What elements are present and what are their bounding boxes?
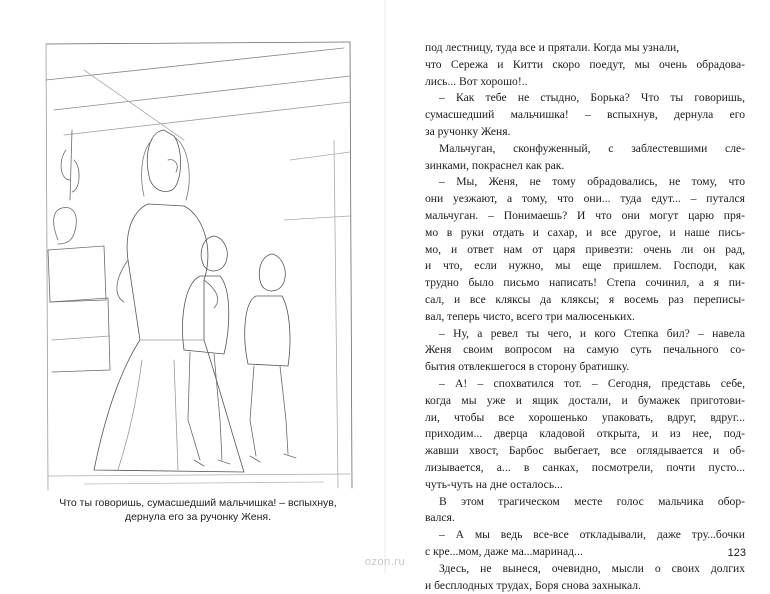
- caption-line: дернула его за ручонку Женя.: [30, 510, 366, 524]
- page-number: 123: [704, 547, 746, 559]
- right-page: [385, 0, 770, 574]
- text-line: за ручонку Женя.: [425, 124, 745, 141]
- text-line: – А мы ведь все-все откладывали, даже тру...бочки: [425, 527, 745, 544]
- text-line: и бесплодных трудах, Боря снова захныкал.: [425, 578, 745, 594]
- text-line: Женя своим вопросом на самую суть печального со-: [425, 342, 745, 359]
- illustration-caption: [30, 496, 366, 524]
- text-line: вал, теперь чисто, всего три малюсеньких.: [425, 309, 745, 326]
- text-line: Мальчуган, сконфуженный, с заблестевшими сле-: [425, 141, 745, 158]
- text-line: бытия отвлекшегося в сторону братишку.: [425, 359, 745, 376]
- text-line: мо, и ответ нам от царя привезти: очень ли он рад,: [425, 242, 745, 259]
- text-line: они уезжают, а тому, что они... туда едут... – путался: [425, 191, 745, 208]
- text-line: когда мы уже и ящик достали, и бумажек приготови-: [425, 393, 745, 410]
- text-line: – Мы, Женя, не тому обрадовались, не тому, что: [425, 174, 745, 191]
- text-line: лизывается, а... в санках, посмотрели, почти пусто...: [425, 460, 745, 477]
- text-line: жавши хвост, Барбос выбегает, все оглядывается и об-: [425, 443, 745, 460]
- text-line: под лестницу, туда все и прятали. Когда мы узнали,: [425, 40, 745, 57]
- text-line: приходим... дверца кладовой открыта, и из нее, под-: [425, 426, 745, 443]
- text-line: – Как тебе не стыдно, Борька? Что ты говоришь,: [425, 90, 745, 107]
- body-text: [425, 40, 745, 594]
- text-line: – Ну, а ревел ты чего, и кого Степка бил? – навела: [425, 326, 745, 343]
- text-line: мальчуган. – Понимаешь? И что они могут царю пря-: [425, 208, 745, 225]
- text-line: ли, чтобы все хорошенько упаковать, вдруг, вдруг...: [425, 410, 745, 427]
- watermark: ozon.ru: [0, 556, 770, 568]
- left-page: [0, 0, 385, 574]
- text-line: трудно было письмо написать! Степа сочинил, а я пи-: [425, 275, 745, 292]
- text-line: что Сережа и Китти скоро поедут, мы очень обрадова-: [425, 57, 745, 74]
- text-line: лись... Вот хорошо!..: [425, 74, 745, 91]
- pencil-illustration: [44, 40, 354, 492]
- text-line: Здесь, не вынеся, очевидно, мысли о своих долгих: [425, 561, 745, 578]
- text-line: и что, если нужно, мы еще пришлем. Господи, как: [425, 258, 745, 275]
- text-line: чуть-чуть на дне осталось...: [425, 477, 745, 494]
- text-line: зинками, покраснел как рак.: [425, 158, 745, 175]
- text-line: мо в руки отдать и сахар, и все другое, и наше пись-: [425, 225, 745, 242]
- text-line: с кре...мом, даже ма...маринад...: [425, 544, 745, 561]
- text-line: сумасшедший мальчишка! – вспыхнув, дернула его: [425, 107, 745, 124]
- text-line: сал, и все кляксы да кляксы; я восемь раз переписы-: [425, 292, 745, 309]
- text-line: В этом трагическом месте голос мальчика обор-: [425, 494, 745, 511]
- text-line: – А! – спохватился тот. – Сегодня, представь себе,: [425, 376, 745, 393]
- caption-line: Что ты говоришь, сумасшедший мальчишка! – вспыхнув,: [30, 496, 366, 510]
- text-line: вался.: [425, 510, 745, 527]
